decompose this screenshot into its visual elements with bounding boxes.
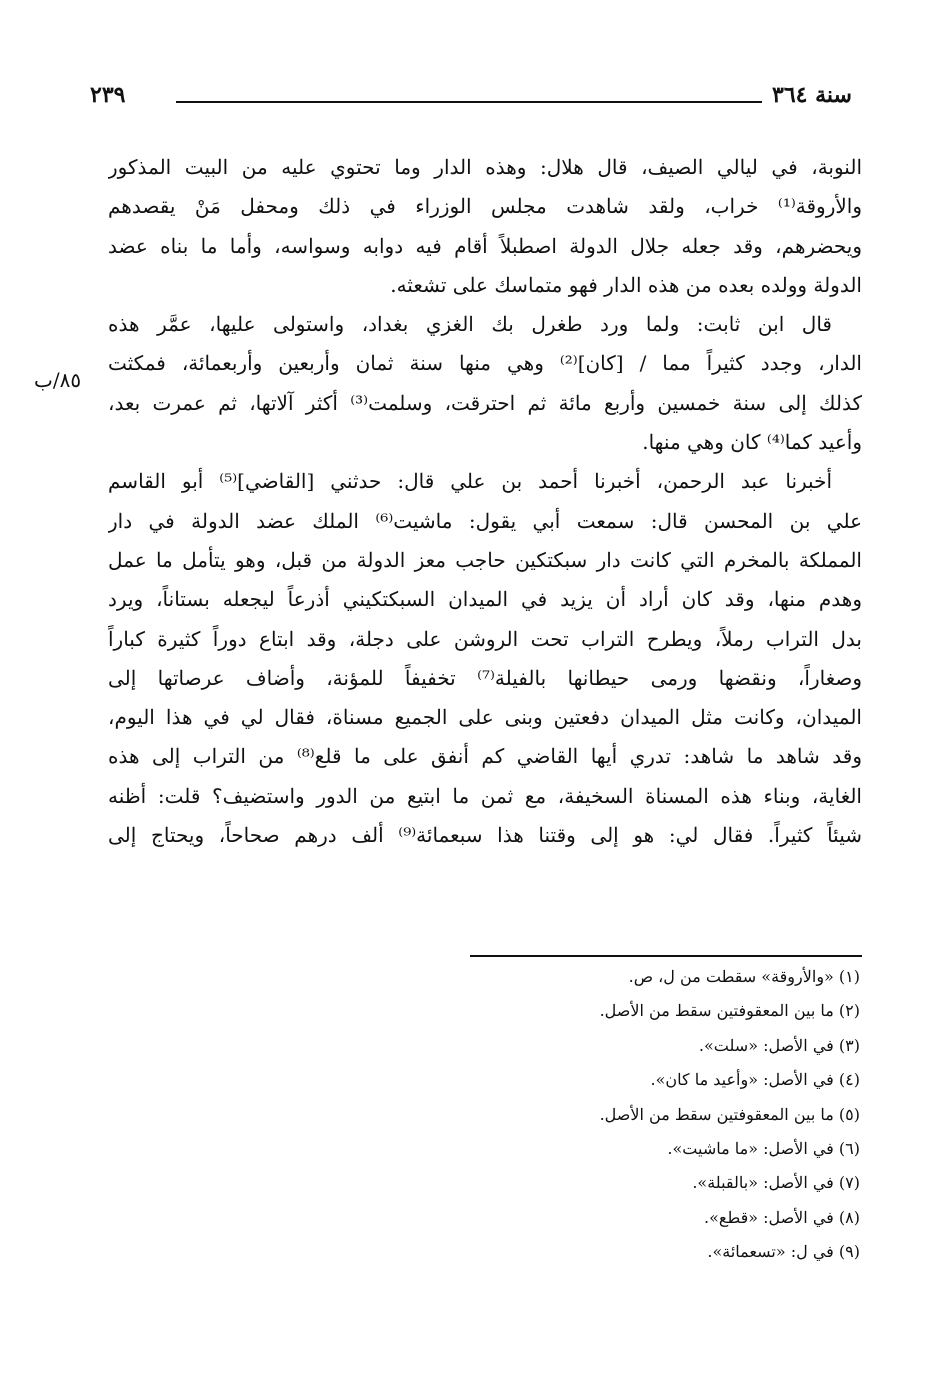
footnote: (١) «والأروقة» سقطت من ل، ص. [628,967,860,986]
text-line: وهدم منها، وقد كان أراد أن يزيد في الميدان السبكتكيني أذرعاً ليجعله بستاناً، ويرد [108,587,862,612]
manuscript-folio-note: ٨٥/ب [34,368,82,392]
text-line: الدار، وجدد كثيراً مما / [كان]⁽²⁾ وهي منها سنة ثمان وأربعين وأربعمائة، فمكثت [108,351,862,376]
running-head-year: سنة ٣٦٤ [772,82,852,108]
footnote: (٨) في الأصل: «قطع». [704,1207,860,1227]
footnote: (٢) ما بين المعقوفتين سقط من الأصل. [599,1001,860,1021]
footnote: (٣) في الأصل: «سلت». [698,1035,860,1055]
text-line: أخبرنا عبد الرحمن، أخبرنا أحمد بن علي قال: حدثني [القاضي]⁽⁵⁾ أبو القاسم [108,469,833,494]
text-line: ويحضرهم، وقد جعله جلال الدولة اصطبلاً أقام فيه دوابه وسواسه، وأما ما بناه عضد [108,233,862,258]
paragraph-1 [108,148,862,305]
page-header [90,82,852,122]
text-line: الميدان، وكانت مثل الميدان دفعتين وبنى على الجميع مسناة، فقال لي في هذا اليوم، [108,705,862,730]
text-line: المملكة بالمخرم التي كانت دار سبكتكين حاجب معز الدولة من قبل، وهو يتأمل ما عمل [108,547,862,572]
text-line: وصغاراً، ونقضها ورمى حيطانها بالفيلة⁽⁷⁾ تخفيفاً للمؤنة، وأضاف عرصاتها إلى [108,665,862,690]
text-line: وأعيد كما⁽⁴⁾ كان وهي منها. [642,430,862,455]
main-text [108,148,862,855]
footnote: (٩) في ل: «تسعمائة». [707,1242,860,1262]
text-line: علي بن المحسن قال: سمعت أبي يقول: ماشيت⁽⁶⁾ الملك عضد الدولة في دار [108,508,862,533]
text-line: قال ابن ثابت: ولما ورد طغرل بك الغزي بغداد، واستولى عليها، عمَّر هذه [108,312,832,337]
text-line: وقد شاهد ما شاهد: تدري أيها القاضي كم أنفق على ما قلع⁽⁸⁾ من التراب إلى هذه [108,744,862,769]
page-number: ٢٣٩ [90,82,126,108]
paragraph-2 [108,305,862,462]
footnote: (٥) ما بين المعقوفتين سقط من الأصل. [599,1104,860,1124]
paragraph-3 [108,462,862,855]
footnote: (٤) في الأصل: «وأعيد ما كان». [650,1070,860,1090]
text-line: شيئاً كثيراً. فقال لي: هو إلى وقتنا هذا سبعمائة⁽⁹⁾ ألف درهم صحاحاً، ويحتاج إلى [108,823,862,848]
text-line: كذلك إلى سنة خمسين وأربع مائة ثم احترقت، وسلمت⁽³⁾ أكثر آلاتها، ثم عمرت بعد، [108,390,862,415]
text-line: بدل التراب رملاً، ويطرح التراب تحت الروشن على دجلة، وقد ابتاع دوراً كثيرة كباراً [108,626,862,651]
text-line: النوبة، في ليالي الصيف، قال هلال: وهذه الدار وما تحتوي عليه من البيت المذكور [108,155,862,179]
text-line: الدولة وولده بعده من هذه الدار فهو متماسك على تشعثه. [390,272,862,297]
text-line: الغاية، وبناء هذه المسناة السخيفة، مع ثمن ما ابتيع من الدور واستضيف؟ قلت: أظنه [108,783,862,808]
footnote: (٧) في الأصل: «بالقبلة». [692,1173,860,1193]
footnote: (٦) في الأصل: «ما ماشيت». [667,1138,860,1158]
header-rule [176,101,762,103]
text-line: والأروقة⁽¹⁾ خراب، ولقد شاهدت مجلس الوزراء في ذلك ومحفل مَنْ يقصدهم [108,194,862,219]
footnotes [360,960,860,1270]
footnote-separator [470,955,862,957]
